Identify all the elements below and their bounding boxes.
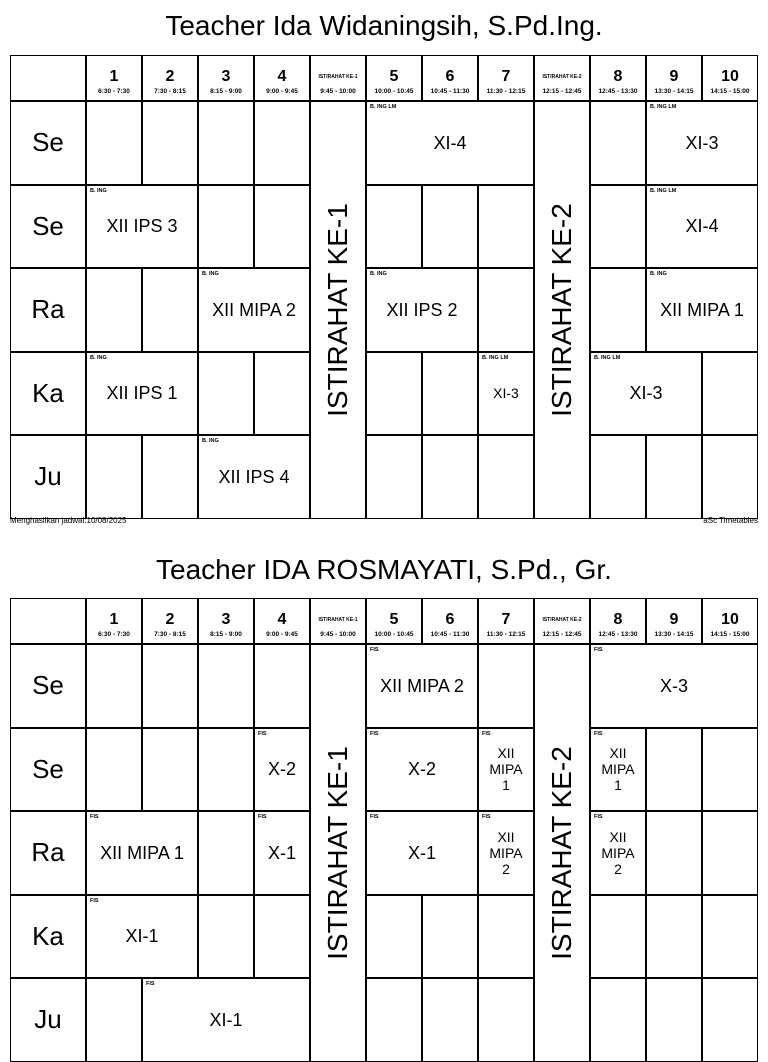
empty-slot: [478, 185, 534, 269]
lesson-class: XII IPS 2: [386, 299, 458, 320]
period-time: 14:15 - 15:00: [710, 88, 750, 95]
break-label: ISTIRAHAT KE-1: [322, 745, 353, 960]
empty-slot: [198, 728, 254, 812]
lesson-subject: B. ING: [650, 271, 667, 277]
period-time: 12:15 - 12:45: [542, 631, 582, 638]
day-label: Ka: [32, 377, 64, 408]
period-time: 11:30 - 12:15: [486, 88, 526, 95]
lesson-block[interactable]: [366, 811, 478, 895]
period-time: 6:30 - 7:30: [98, 88, 130, 95]
break-column: [310, 644, 366, 1062]
period-number: 5: [389, 611, 399, 628]
empty-slot: [590, 978, 646, 1062]
empty-slot: [702, 435, 758, 519]
day-label-cell: [10, 185, 86, 269]
empty-slot: [198, 101, 254, 185]
empty-slot: [646, 811, 702, 895]
day-label-cell: [10, 268, 86, 352]
header-corner: [10, 598, 86, 644]
empty-slot: [142, 644, 198, 728]
lesson-subject: FIS: [594, 730, 603, 737]
empty-slot: [590, 895, 646, 979]
lesson-block[interactable]: [590, 728, 646, 812]
lesson-class: XI-1: [209, 1009, 243, 1030]
lesson-block[interactable]: [86, 811, 198, 895]
header-period-cell: [366, 55, 422, 101]
empty-slot: [142, 435, 198, 519]
header-period-cell: [478, 598, 534, 644]
day-label-cell: [10, 644, 86, 728]
period-number: 3: [221, 611, 231, 628]
empty-slot: [478, 644, 534, 728]
empty-slot: [478, 268, 534, 352]
empty-slot: [198, 352, 254, 436]
lesson-block[interactable]: [478, 352, 534, 436]
period-time: 14:15 - 15:00: [710, 631, 750, 638]
lesson-block[interactable]: [478, 811, 534, 895]
day-label: Ra: [31, 837, 65, 868]
period-time: 10:45 - 11:30: [430, 631, 470, 638]
period-number: 10: [721, 68, 739, 85]
lesson-subject: B. ING LM: [650, 187, 677, 194]
empty-slot: [86, 101, 142, 185]
period-number: 6: [445, 611, 455, 628]
empty-slot: [366, 978, 422, 1062]
day-label-cell: [10, 435, 86, 519]
header-period-cell: [590, 598, 646, 644]
lesson-subject: FIS: [258, 730, 267, 737]
lesson-class: XII MIPA 1: [100, 842, 184, 863]
lesson-subject: B. ING: [90, 354, 107, 361]
header-period-cell: [198, 55, 254, 101]
footer-brand: aSc Timetables: [703, 516, 758, 525]
period-time: 8:15 - 9:00: [210, 631, 242, 638]
period-time: 12:15 - 12:45: [542, 88, 582, 95]
header-break-cell: [534, 55, 590, 101]
empty-slot: [478, 895, 534, 979]
empty-slot: [646, 895, 702, 979]
lesson-class: X-2: [267, 759, 296, 780]
empty-slot: [86, 978, 142, 1062]
empty-slot: [198, 895, 254, 979]
empty-slot: [590, 435, 646, 519]
period-time: 10:00 - 10:45: [374, 631, 414, 638]
period-number: 5: [389, 68, 399, 85]
period-time: 10:00 - 10:45: [374, 88, 414, 95]
lesson-class: XI-4: [433, 132, 467, 153]
break-column: [310, 101, 366, 519]
lesson-block[interactable]: [478, 728, 534, 812]
lesson-subject: B. ING LM: [482, 354, 509, 361]
empty-slot: [590, 101, 646, 185]
period-time: 13:30 - 14:15: [654, 631, 694, 638]
period-number: 9: [669, 611, 679, 628]
empty-slot: [646, 728, 702, 812]
empty-slot: [198, 644, 254, 728]
lesson-block[interactable]: [646, 101, 758, 185]
empty-slot: [86, 728, 142, 812]
empty-slot: [142, 101, 198, 185]
period-number: 9: [669, 68, 679, 85]
lesson-subject: B. ING: [202, 271, 219, 277]
empty-slot: [590, 268, 646, 352]
lesson-class: XI-3: [493, 385, 519, 402]
lesson-subject: FIS: [90, 897, 99, 904]
lesson-subject: FIS: [370, 647, 379, 653]
lesson-class: XII IPS 3: [106, 216, 178, 237]
lesson-subject: FIS: [90, 814, 99, 820]
header-period-cell: [702, 598, 758, 644]
header-period-cell: [422, 598, 478, 644]
lesson-block[interactable]: [366, 644, 478, 728]
lesson-block[interactable]: [86, 185, 198, 269]
break-label: ISTIRAHAT KE-1: [322, 202, 353, 417]
empty-slot: [702, 728, 758, 812]
break-column: [534, 644, 590, 1062]
lesson-class: XII MIPA 1: [601, 745, 635, 794]
empty-slot: [702, 895, 758, 979]
period-time: 6:30 - 7:30: [98, 631, 130, 638]
lesson-block[interactable]: [86, 352, 198, 436]
lesson-class: XII MIPA 2: [212, 299, 296, 320]
empty-slot: [366, 185, 422, 269]
period-time: 13:30 - 14:15: [654, 88, 694, 95]
header-period-cell: [478, 55, 534, 101]
period-time: 9:45 - 10:00: [320, 88, 356, 95]
day-label-cell: [10, 352, 86, 436]
period-number: 4: [277, 68, 287, 85]
lesson-block[interactable]: [646, 185, 758, 269]
period-number: 7: [501, 68, 511, 85]
period-number: 10: [721, 611, 739, 628]
period-number: 2: [165, 611, 175, 628]
header-period-cell: [254, 55, 310, 101]
lesson-subject: B. ING: [370, 271, 387, 277]
header-period-cell: [86, 55, 142, 101]
header-period-cell: [142, 598, 198, 644]
period-time: 10:45 - 11:30: [430, 88, 470, 95]
empty-slot: [198, 185, 254, 269]
empty-slot: [86, 644, 142, 728]
period-time: 11:30 - 12:15: [486, 631, 526, 638]
period-number: 6: [445, 68, 455, 85]
lesson-class: X-1: [267, 842, 296, 863]
empty-slot: [366, 435, 422, 519]
day-label: Se: [32, 210, 64, 241]
lesson-class: XI-3: [685, 132, 719, 153]
day-label-cell: [10, 895, 86, 979]
period-time: 9:00 - 9:45: [266, 631, 298, 638]
header-period-cell: [86, 598, 142, 644]
empty-slot: [198, 811, 254, 895]
lesson-block[interactable]: [366, 268, 478, 352]
lesson-block[interactable]: [590, 644, 758, 728]
lesson-subject: FIS: [594, 814, 603, 820]
lesson-class: XII IPS 4: [218, 466, 290, 487]
header-period-cell: [590, 55, 646, 101]
lesson-block[interactable]: [254, 728, 310, 812]
period-time: 12:45 - 13:30: [598, 88, 638, 95]
lesson-class: XI-1: [125, 926, 159, 947]
period-time: 9:00 - 9:45: [266, 88, 298, 95]
header-period-cell: [254, 598, 310, 644]
timetable-title: Teacher Ida Widaningsih, S.Pd.Ing.: [165, 10, 603, 41]
day-label: Ra: [31, 294, 65, 325]
day-label: Se: [32, 670, 64, 701]
lesson-class: XII IPS 1: [106, 383, 178, 404]
period-time: 12:45 - 13:30: [598, 631, 638, 638]
empty-slot: [254, 644, 310, 728]
empty-slot: [254, 101, 310, 185]
lesson-class: XII MIPA 1: [489, 745, 523, 794]
empty-slot: [422, 185, 478, 269]
lesson-class: X-1: [407, 842, 436, 863]
empty-slot: [646, 435, 702, 519]
empty-slot: [478, 978, 534, 1062]
empty-slot: [422, 435, 478, 519]
lesson-block[interactable]: [86, 895, 198, 979]
lesson-block[interactable]: [646, 268, 758, 352]
header-period-cell: [646, 55, 702, 101]
lesson-class: XII MIPA 1: [660, 299, 744, 320]
empty-slot: [142, 728, 198, 812]
break-label: ISTIRAHAT KE-2: [546, 202, 577, 417]
lesson-class: X-2: [407, 759, 436, 780]
header-period-cell: [422, 55, 478, 101]
period-time: 7:30 - 8:15: [154, 631, 186, 638]
empty-slot: [590, 185, 646, 269]
period-number: 1: [109, 611, 119, 628]
day-label: Se: [32, 127, 64, 158]
period-time: 7:30 - 8:15: [154, 88, 186, 95]
empty-slot: [254, 352, 310, 436]
lesson-subject: FIS: [258, 814, 267, 820]
lesson-block[interactable]: [366, 101, 534, 185]
header-period-cell: [198, 598, 254, 644]
header-break-label: ISTIRAHAT KE-2: [542, 74, 582, 80]
lesson-subject: B. ING: [202, 438, 219, 444]
header-period-cell: [646, 598, 702, 644]
period-number: 1: [109, 68, 119, 85]
lesson-block[interactable]: [142, 978, 310, 1062]
empty-slot: [254, 895, 310, 979]
header-break-cell: [310, 55, 366, 101]
lesson-subject: FIS: [482, 814, 491, 820]
empty-slot: [86, 268, 142, 352]
lesson-subject: B. ING LM: [370, 104, 397, 110]
header-break-label: ISTIRAHAT KE-1: [318, 617, 358, 623]
lesson-block[interactable]: [366, 728, 478, 812]
lesson-subject: FIS: [482, 730, 491, 737]
empty-slot: [142, 268, 198, 352]
day-label: Ju: [34, 1004, 62, 1035]
lesson-subject: FIS: [370, 730, 379, 737]
lesson-block[interactable]: [198, 268, 310, 352]
lesson-class: X-3: [659, 675, 688, 696]
empty-slot: [254, 185, 310, 269]
empty-slot: [702, 352, 758, 436]
period-number: 7: [501, 611, 511, 628]
period-time: 9:45 - 10:00: [320, 631, 356, 638]
header-corner: [10, 55, 86, 101]
lesson-block[interactable]: [198, 435, 310, 519]
period-number: 2: [165, 68, 175, 85]
lesson-block[interactable]: [254, 811, 310, 895]
header-break-cell: [310, 598, 366, 644]
lesson-class: XII MIPA 2: [601, 828, 635, 877]
lesson-block[interactable]: [590, 811, 646, 895]
lesson-subject: FIS: [146, 981, 155, 987]
empty-slot: [422, 352, 478, 436]
empty-slot: [646, 978, 702, 1062]
day-label-cell: [10, 811, 86, 895]
day-label: Se: [32, 753, 64, 784]
period-number: 8: [613, 611, 623, 628]
lesson-block[interactable]: [590, 352, 702, 436]
empty-slot: [422, 895, 478, 979]
day-label: Ka: [32, 920, 64, 951]
lesson-class: XII MIPA 2: [489, 828, 523, 877]
lesson-class: XII MIPA 2: [380, 675, 464, 696]
period-number: 4: [277, 611, 287, 628]
lesson-subject: B. ING LM: [650, 104, 677, 110]
footer-generated-date: Menghasilkan jadwal:10/08/2025: [10, 516, 127, 525]
day-label: Ju: [34, 461, 62, 492]
lesson-class: XI-4: [685, 216, 719, 237]
empty-slot: [422, 978, 478, 1062]
break-label: ISTIRAHAT KE-2: [546, 745, 577, 960]
header-break-cell: [534, 598, 590, 644]
day-label-cell: [10, 728, 86, 812]
empty-slot: [478, 435, 534, 519]
period-time: 8:15 - 9:00: [210, 88, 242, 95]
header-period-cell: [702, 55, 758, 101]
day-label-cell: [10, 101, 86, 185]
header-break-label: ISTIRAHAT KE-1: [318, 74, 358, 80]
break-column: [534, 101, 590, 519]
empty-slot: [86, 435, 142, 519]
header-break-label: ISTIRAHAT KE-2: [542, 617, 582, 623]
lesson-subject: FIS: [594, 647, 603, 653]
empty-slot: [702, 978, 758, 1062]
lesson-subject: B. ING LM: [594, 354, 621, 361]
empty-slot: [366, 352, 422, 436]
lesson-subject: B. ING: [90, 187, 107, 194]
timetable-title: Teacher IDA ROSMAYATI, S.Pd., Gr.: [156, 554, 612, 585]
lesson-subject: FIS: [370, 814, 379, 820]
empty-slot: [702, 811, 758, 895]
period-number: 8: [613, 68, 623, 85]
header-period-cell: [142, 55, 198, 101]
header-period-cell: [366, 598, 422, 644]
lesson-class: XI-3: [629, 383, 663, 404]
period-number: 3: [221, 68, 231, 85]
day-label-cell: [10, 978, 86, 1062]
empty-slot: [366, 895, 422, 979]
